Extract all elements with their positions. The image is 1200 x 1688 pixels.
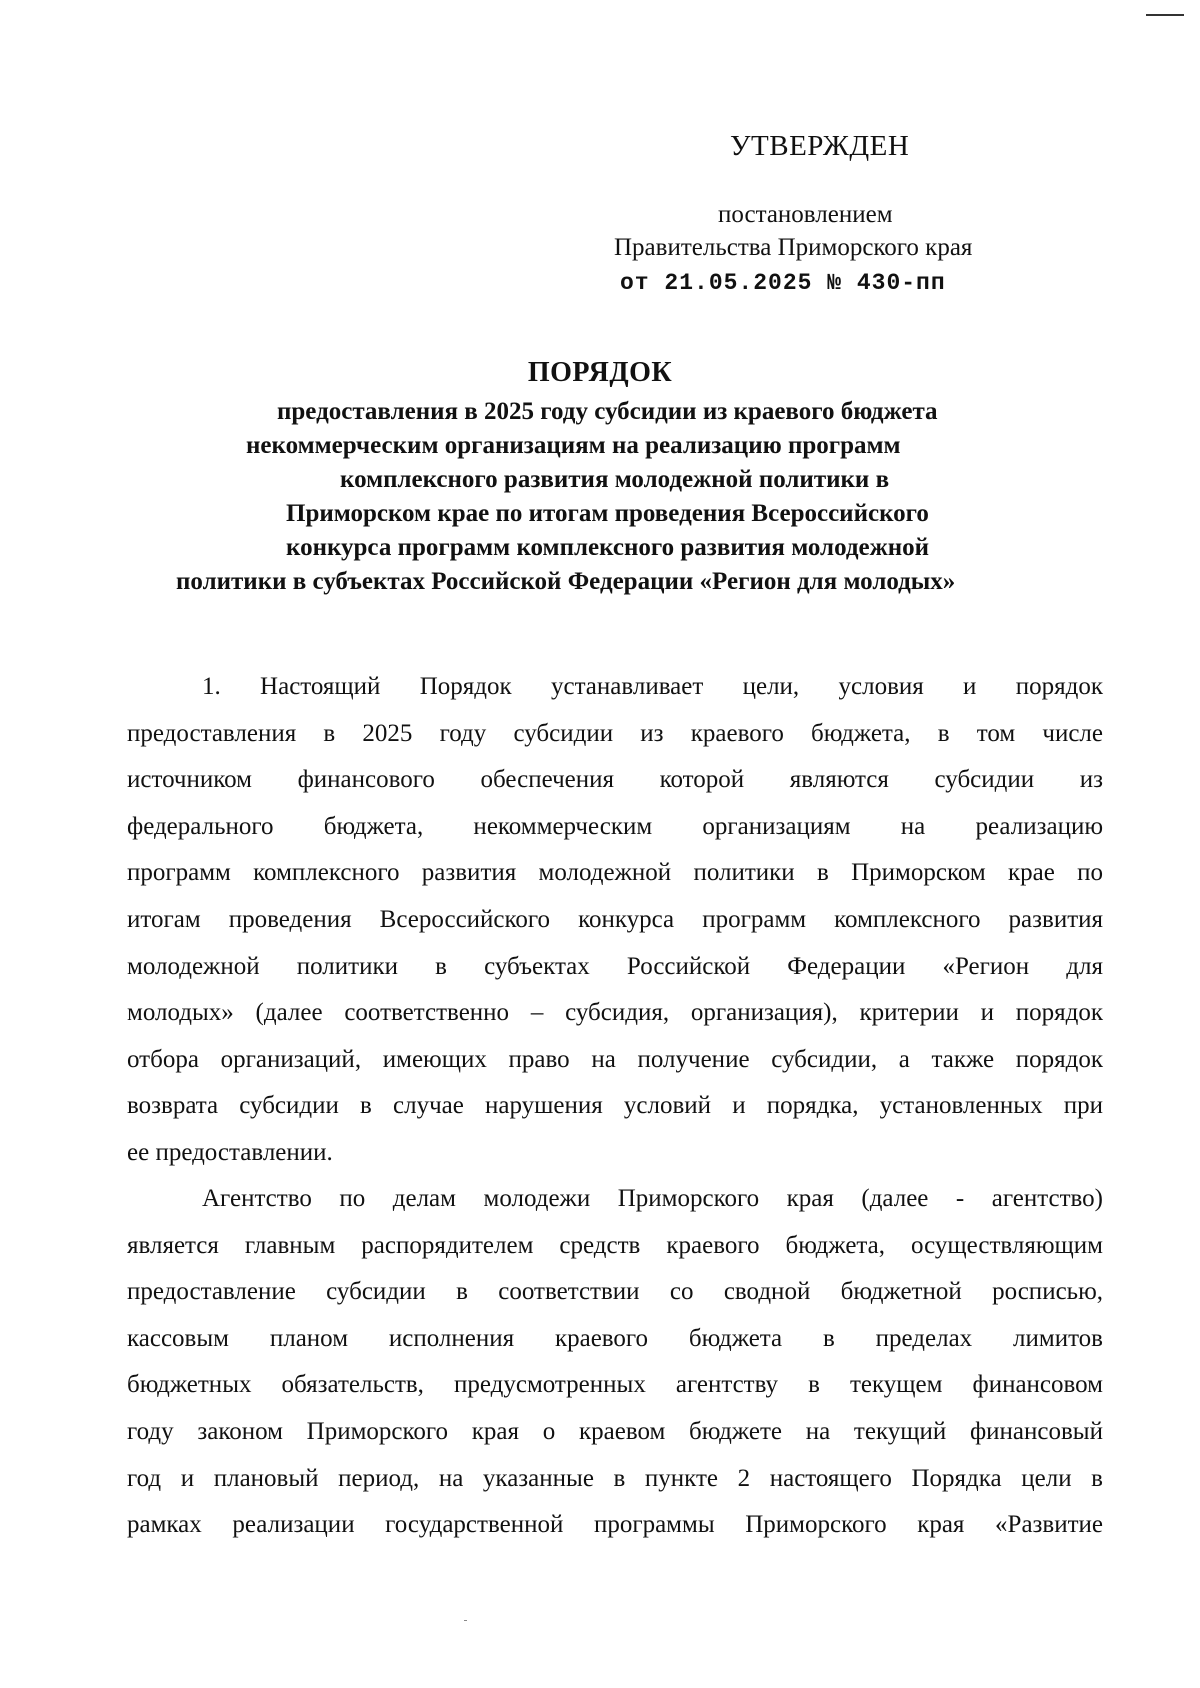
paragraph-line: федерального бюджета, некоммерческим организациям на реализацию	[127, 812, 1103, 840]
paragraph-line: году законом Приморского края о краевом бюджете на текущий финансовый	[127, 1417, 1103, 1445]
paragraph-line: предоставление субсидии в соответствии со сводной бюджетной росписью,	[127, 1278, 1103, 1306]
subtitle-line: политики в субъектах Российской Федерации «Регион для молодых»	[176, 568, 956, 595]
paragraph-line: возврата субсидии в случае нарушения условий и порядка, установленных при	[127, 1092, 1103, 1120]
paragraph-line: год и плановый период, на указанные в пункте 2 настоящего Порядка цели в	[127, 1464, 1103, 1492]
corner-mark	[1146, 14, 1184, 16]
subtitle-line: Приморском крае по итогам проведения Всероссийского	[286, 500, 929, 527]
document-title: ПОРЯДОК	[527, 357, 673, 388]
paragraph-2	[127, 1176, 1103, 1549]
paragraph-line: источником финансового обеспечения которой являются субсидии из	[127, 766, 1103, 794]
subtitle-line: комплексного развития молодежной политики в	[340, 466, 890, 493]
paragraph-line: предоставления в 2025 году субсидии из краевого бюджета, в том числе	[127, 719, 1103, 747]
paragraph-line: молодежной политики в субъектах Российской Федерации «Регион для	[127, 952, 1103, 980]
paragraph-line: итогам проведения Всероссийского конкурса программ комплексного развития	[127, 905, 1103, 933]
approval-by-decree: постановлением	[718, 201, 893, 228]
subtitle-line: предоставления в 2025 году субсидии из краевого бюджета	[277, 398, 938, 425]
subtitle-line: конкурса программ комплексного развития молодежной	[286, 534, 930, 561]
approval-government: Правительства Приморского края	[614, 234, 973, 261]
paragraph-line: отбора организаций, имеющих право на получение субсидии, а также порядок	[127, 1045, 1103, 1073]
subtitle-line: некоммерческим организациям на реализацию программ	[246, 432, 901, 459]
decree-number: от 21.05.2025 № 430-пп	[620, 270, 946, 296]
scan-speck	[464, 1620, 467, 1621]
paragraph-line: молодых» (далее соответственно – субсидия, организация), критерии и порядок	[127, 999, 1103, 1027]
paragraph-line: ее предоставлении.	[127, 1138, 333, 1166]
paragraph-line: Агентство по делам молодежи Приморского края (далее - агентство)	[202, 1185, 1103, 1212]
paragraph-line: 1. Настоящий Порядок устанавливает цели, условия и порядок	[202, 673, 1103, 700]
paragraph-line: кассовым планом исполнения краевого бюджета в пределах лимитов	[127, 1324, 1103, 1352]
paragraph-line: является главным распорядителем средств краевого бюджета, осуществляющим	[127, 1231, 1103, 1259]
paragraph-line: бюджетных обязательств, предусмотренных агентству в текущем финансовом	[127, 1371, 1103, 1399]
paragraph-line: рамках реализации государственной программы Приморского края «Развитие	[127, 1511, 1103, 1539]
paragraph-line: программ комплексного развития молодежной политики в Приморском крае по	[127, 859, 1103, 887]
paragraph-1	[127, 664, 1103, 1177]
approved-stamp: УТВЕРЖДЕН	[730, 130, 910, 162]
